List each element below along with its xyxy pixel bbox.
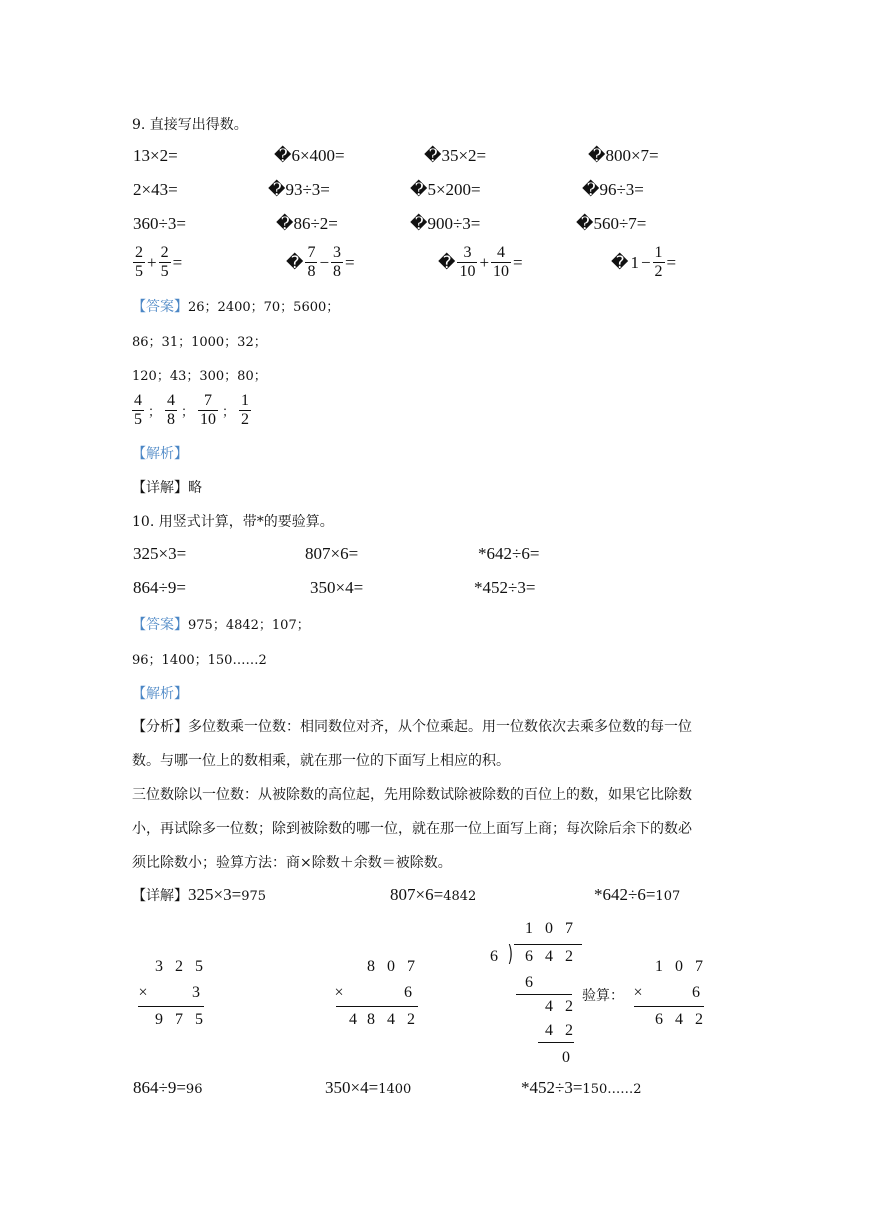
q9-fraction-item: $\frac{2}{5}$ + $\frac{2}{5}$ = <box>135 244 183 280</box>
marker-glyph: � <box>410 214 428 233</box>
analysis-text: 三位数除以一位数：从被除数的高位起，先用除数试除被除数的百位上的数，如果它比除数 <box>132 787 692 803</box>
answer-tag: 【答案】 <box>132 299 188 315</box>
marker-glyph: � <box>576 214 594 233</box>
answer-line: 【答案】975；4842；107； <box>132 617 310 633</box>
marker-glyph: � <box>274 146 292 165</box>
fraction: $\frac{3}{10}$ <box>459 244 476 280</box>
fraction: $\frac{4}{10}$ <box>493 244 510 280</box>
divider-line <box>634 1006 704 1007</box>
q10-item: 864÷9= <box>133 578 186 597</box>
answer-fractions: $\frac{4}{5}$ ； $\frac{4}{8}$ ； $\frac{7}{10}$ ； $\frac{1}{2}$ <box>134 392 250 428</box>
divider-line <box>538 1042 574 1043</box>
fraction: $\frac{7}{10}$ <box>200 392 217 428</box>
detail-line: 807×6=4842 <box>390 885 477 904</box>
detail-line: *452÷3=150……2 <box>521 1078 642 1097</box>
q9-item: 360÷3= <box>133 214 186 233</box>
analysis-tag: 【解析】 <box>132 686 188 702</box>
q9-fraction-item: � $\frac{3}{10}$ + $\frac{4}{10}$ = <box>438 244 523 280</box>
divider-line <box>138 1006 204 1007</box>
fraction: $\frac{7}{8}$ <box>307 244 316 280</box>
marker-glyph: � <box>582 180 600 199</box>
answer-line: 【答案】26；2400；70；5600； <box>132 299 340 315</box>
check-label: 验算： <box>582 988 624 1004</box>
divider-line <box>516 994 572 995</box>
q9-fraction-item: � $\frac{7}{8}$ − $\frac{3}{8}$ = <box>286 244 355 280</box>
q10-item: 325×3= <box>133 544 187 563</box>
marker-glyph: � <box>286 252 304 272</box>
q10-item: 807×6= <box>305 544 359 563</box>
q10-item: *642÷6= <box>478 544 540 563</box>
q9-item: 2×43= <box>133 180 178 199</box>
q9-item: �93÷3= <box>268 180 330 199</box>
detail-line: 864÷9=96 <box>133 1078 203 1097</box>
marker-glyph: � <box>424 146 442 165</box>
fraction: $\frac{2}{5}$ <box>160 244 169 280</box>
analysis-tag: 【解析】 <box>132 446 188 462</box>
answer-tag: 【答案】 <box>132 617 188 633</box>
fraction: $\frac{1}{2}$ <box>241 392 250 428</box>
vertical-multiplication: 8 0 7 × 6 4 8 4 2 <box>330 958 420 1038</box>
q9-item: �900÷3= <box>410 214 481 233</box>
marker-glyph: � <box>276 214 294 233</box>
division-bar <box>514 944 582 945</box>
divider-line <box>336 1006 418 1007</box>
q9-fraction-item: � 1 − $\frac{1}{2}$ = <box>611 244 677 280</box>
q9-item: �86÷2= <box>276 214 338 233</box>
fraction: $\frac{2}{5}$ <box>135 244 143 280</box>
q9-item: 13×2= <box>133 146 178 165</box>
q9-item: �35×2= <box>424 146 487 165</box>
fraction: $\frac{4}{5}$ <box>134 392 142 428</box>
detail-text: 【详解】略 <box>132 480 202 496</box>
q9-item: �6×400= <box>274 146 345 165</box>
vertical-multiplication: 1 0 7 × 6 6 4 2 <box>633 958 703 1028</box>
q10-item: *452÷3= <box>474 578 536 597</box>
answer-line: 86；31；1000；32； <box>132 335 267 350</box>
division-bracket: ) <box>507 942 513 967</box>
marker-glyph: � <box>410 180 428 199</box>
marker-glyph: � <box>611 252 629 272</box>
detail-line: 350×4=1400 <box>325 1078 412 1097</box>
detail-line: 【详解】325×3=975 <box>132 885 267 904</box>
fraction: $\frac{4}{8}$ <box>167 392 176 428</box>
fraction: $\frac{1}{2}$ <box>654 244 663 280</box>
fraction: $\frac{3}{8}$ <box>333 244 342 280</box>
detail-line: *642÷6=107 <box>594 885 681 904</box>
analysis-text: 【分析】多位数乘一位数：相同数位对齐，从个位乘起。用一位数依次去乘多位数的每一位 <box>132 719 692 735</box>
marker-glyph: � <box>588 146 606 165</box>
vertical-multiplication: 3 2 5 × 3 9 7 5 <box>138 958 203 1028</box>
long-division: 1 0 7 6 ) 6 4 2 6 4 2 4 2 0 <box>486 918 586 1074</box>
q9-item: �96÷3= <box>582 180 644 199</box>
detail-tag: 【详解】 <box>132 888 188 904</box>
marker-glyph: � <box>268 180 286 199</box>
answer-line: 96；1400；150……2 <box>132 653 267 668</box>
q10-title: 10. 用竖式计算，带*的要验算。 <box>132 514 334 530</box>
q9-item: �800×7= <box>588 146 659 165</box>
analysis-text: 须比除数小；验算方法：商×除数＋余数＝被除数。 <box>132 855 452 871</box>
q10-item: 350×4= <box>310 578 364 597</box>
q9-item: �5×200= <box>410 180 481 199</box>
q9-title: 9. 直接写出得数。 <box>132 117 248 133</box>
q9-item: �560÷7= <box>576 214 647 233</box>
analysis-text: 小，再试除多一位数；除到被除数的哪一位，就在那一位上面写上商；每次除后余下的数必 <box>132 821 692 837</box>
answer-line: 120；43；300；80； <box>132 369 267 384</box>
marker-glyph: � <box>438 252 456 272</box>
analysis-text: 数。与哪一位上的数相乘，就在那一位的下面写上相应的积。 <box>132 753 510 769</box>
